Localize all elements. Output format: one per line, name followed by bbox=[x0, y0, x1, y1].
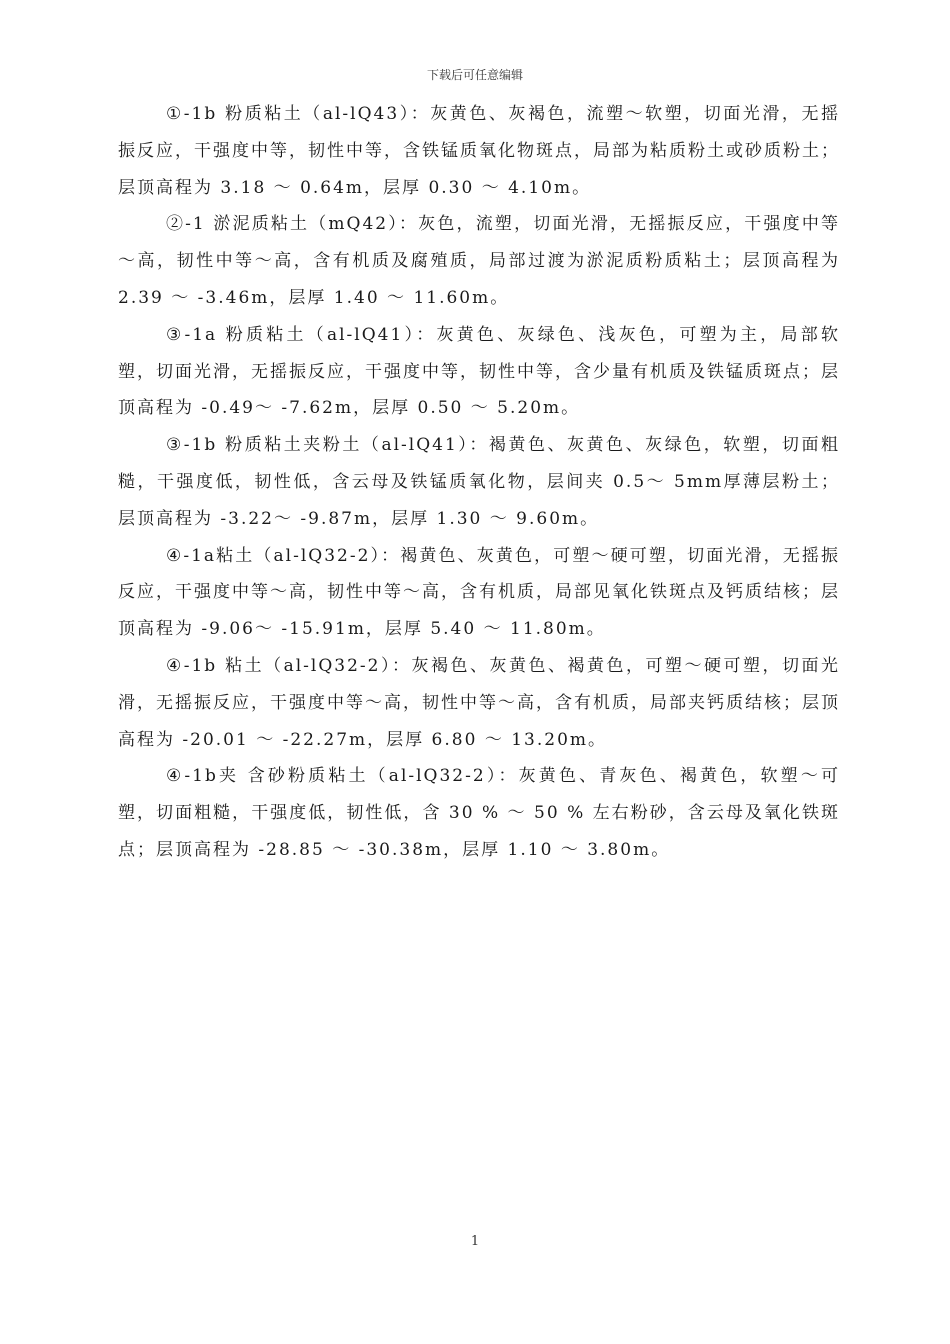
paragraph-3-1b-silty-clay-with-silt: ③-1b 粉质粘土夹粉土（al-lQ41）：褐黄色、灰黄色、灰绿色，软塑，切面粗糙，干强度低，韧性低，含云母及铁锰质氧化物，层间夹 0.5～ 5mm厚薄层粉土；层顶高程为 -3.22～ -9.87m，层厚 1.30 ～ 9.60m。 bbox=[118, 435, 840, 529]
paragraph-3-1a-silty-clay: ③-1a 粉质粘土（al-lQ41）：灰黄色、灰绿色、浅灰色，可塑为主，局部软塑，切面光滑，无摇振反应，干强度中等，韧性中等，含少量有机质及铁锰质斑点；层顶高程为 -0.49～ -7.62m，层厚 0.50 ～ 5.20m。 bbox=[118, 324, 840, 419]
document-body bbox=[118, 96, 840, 869]
paragraph-4-1b-sandy-silty-clay: ④-1b夹 含砂粉质粘土（al-lQ32-2）：灰黄色、青灰色、褐黄色，软塑～可塑，切面粗糙，干强度低，韧性低，含 30 % ～ 50 % 左右粉砂，含云母及氧化铁斑点；层顶高程为 -28.85 ～ -30.38m，层厚 1.10 ～ 3.80m。 bbox=[118, 766, 840, 860]
paragraph-4-1a-clay: ④-1a粘土（al-lQ32-2）：褐黄色、灰黄色，可塑～硬可塑，切面光滑，无摇振反应，干强度中等～高，韧性中等～高，含有机质，局部见氧化铁斑点及钙质结核；层顶高程为 -9.06～ -15.91m，层厚 5.40 ～ 11.80m。 bbox=[118, 545, 840, 640]
page-number: 1 bbox=[470, 1234, 480, 1249]
paragraph-4-1b-clay: ④-1b 粘土（al-lQ32-2）：灰褐色、灰黄色、褐黄色，可塑～硬可塑，切面光滑，无摇振反应，干强度中等～高，韧性中等～高，含有机质，局部夹钙质结核；层顶高程为 -20.01 ～ -22.27m，层厚 6.80 ～ 13.20m。 bbox=[118, 655, 840, 750]
paragraph-2-1-mucky-clay: ②-1 淤泥质粘土（mQ42）：灰色，流塑，切面光滑，无摇振反应，干强度中等～高，韧性中等～高，含有机质及腐殖质，局部过渡为淤泥质粉质粘土；层顶高程为 2.39 ～ -3.46m，层厚 1.40 ～ 11.60m。 bbox=[118, 214, 840, 308]
paragraph-1-1b-silty-clay: ①-1b 粉质粘土（al-lQ43）：灰黄色、灰褐色，流塑～软塑，切面光滑，无摇振反应，干强度中等，韧性中等，含铁锰质氧化物斑点，局部为粘质粉土或砂质粉土；层顶高程为 3.18 ～ 0.64m，层厚 0.30 ～ 4.10m。 bbox=[118, 104, 840, 198]
page-header: 下载后可任意编辑 bbox=[426, 68, 523, 82]
